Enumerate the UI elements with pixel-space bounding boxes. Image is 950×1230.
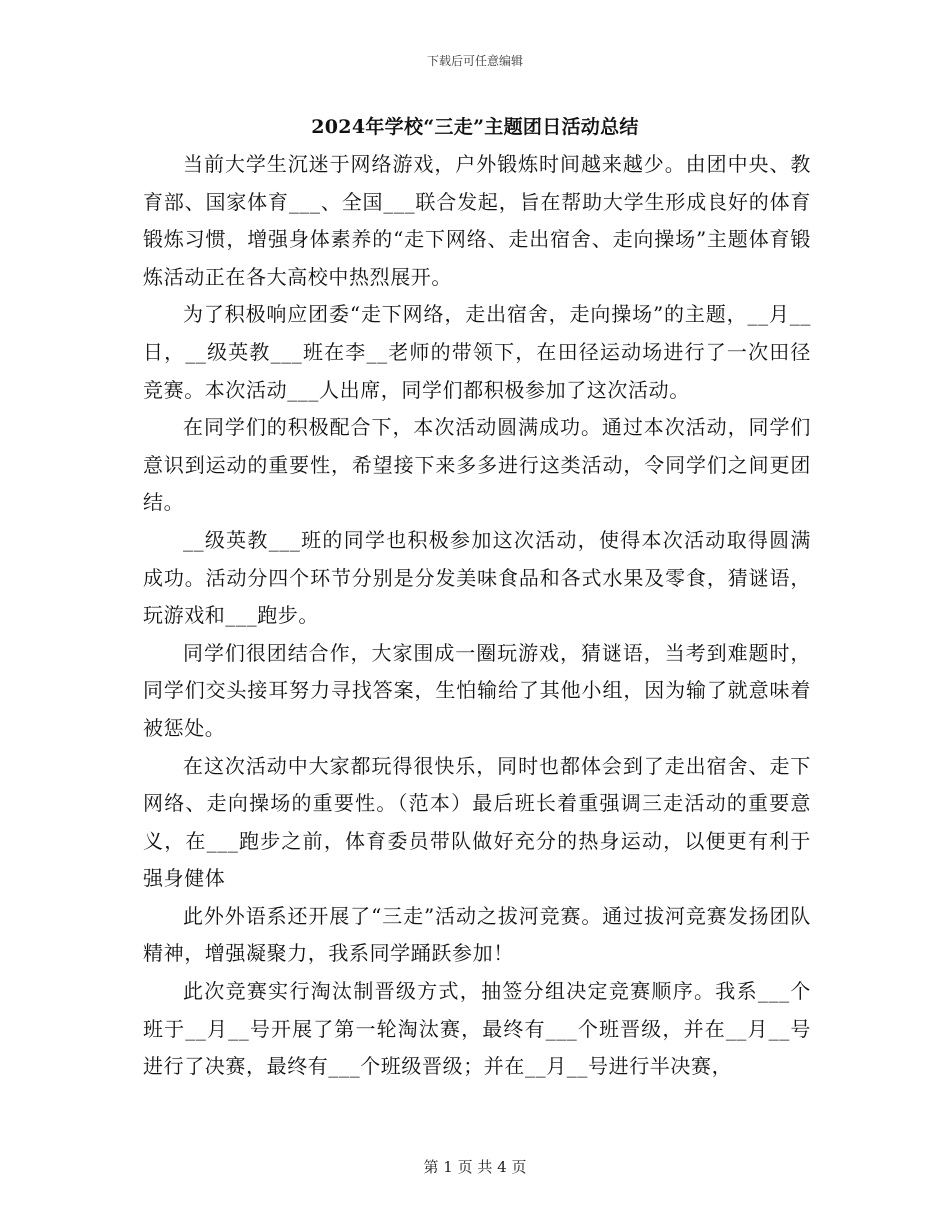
paragraph: __级英教___班的同学也积极参加这次活动，使得本次活动取得圆满成功。活动分四个环节分别是分发美味食品和各式水果及零食，猜谜语，玩游戏和___跑步。: [143, 527, 811, 628]
page-number: 第 1 页 共 4 页: [423, 1158, 527, 1176]
paragraph: 为了积极响应团委“走下网络，走出宿舍，走向操场”的主题，__月__日，__级英教___班在李__老师的带领下，在田径运动场进行了一次田径竞赛。本次活动___人出席，同学们都积极参加了这次活动。: [143, 302, 811, 402]
paragraph: 在这次活动中大家都玩得很快乐，同时也都体会到了走出宿舍、走下网络、走向操场的重要性。（范本）最后班长着重强调三走活动的重要意义，在___跑步之前，体育委员带队做好充分的热身运动，以便更有利于强身健体: [143, 753, 811, 891]
paragraph: 当前大学生沉迷于网络游戏，户外锻炼时间越来越少。由团中央、教育部、国家体育___、全国___联合发起，旨在帮助大学生形成良好的体育锻炼习惯，增强身体素养的“走下网络、走出宿舍、走向操场”主题体育锻炼活动正在各大高校中热烈展开。: [143, 152, 811, 289]
page-header-note: 下载后可任意编辑: [426, 54, 523, 68]
paragraph: 在同学们的积极配合下，本次活动圆满成功。通过本次活动，同学们意识到运动的重要性，希望接下来多多进行这类活动，令同学们之间更团结。: [143, 415, 811, 515]
paragraph: 此次竞赛实行淘汰制晋级方式，抽签分组决定竞赛顺序。我系___个班于__月__号开展了第一轮淘汰赛，最终有___个班晋级，并在__月__号进行了决赛，最终有___个班级晋级；并在__月__号进行半决赛，: [143, 979, 811, 1079]
paragraph: 同学们很团结合作，大家围成一圈玩游戏，猜谜语，当考到难题时，同学们交头接耳努力寻找答案，生怕输给了其他小组，因为输了就意味着被惩处。: [143, 640, 811, 740]
paragraph: 此外外语系还开展了“三走”活动之拔河竞赛。通过拔河竞赛发扬团队精神，增强凝聚力，我系同学踊跃参加！: [143, 903, 811, 966]
document-title: 2024年学校“三走”主题团日活动总结: [311, 116, 639, 138]
document-body: [143, 146, 811, 1086]
